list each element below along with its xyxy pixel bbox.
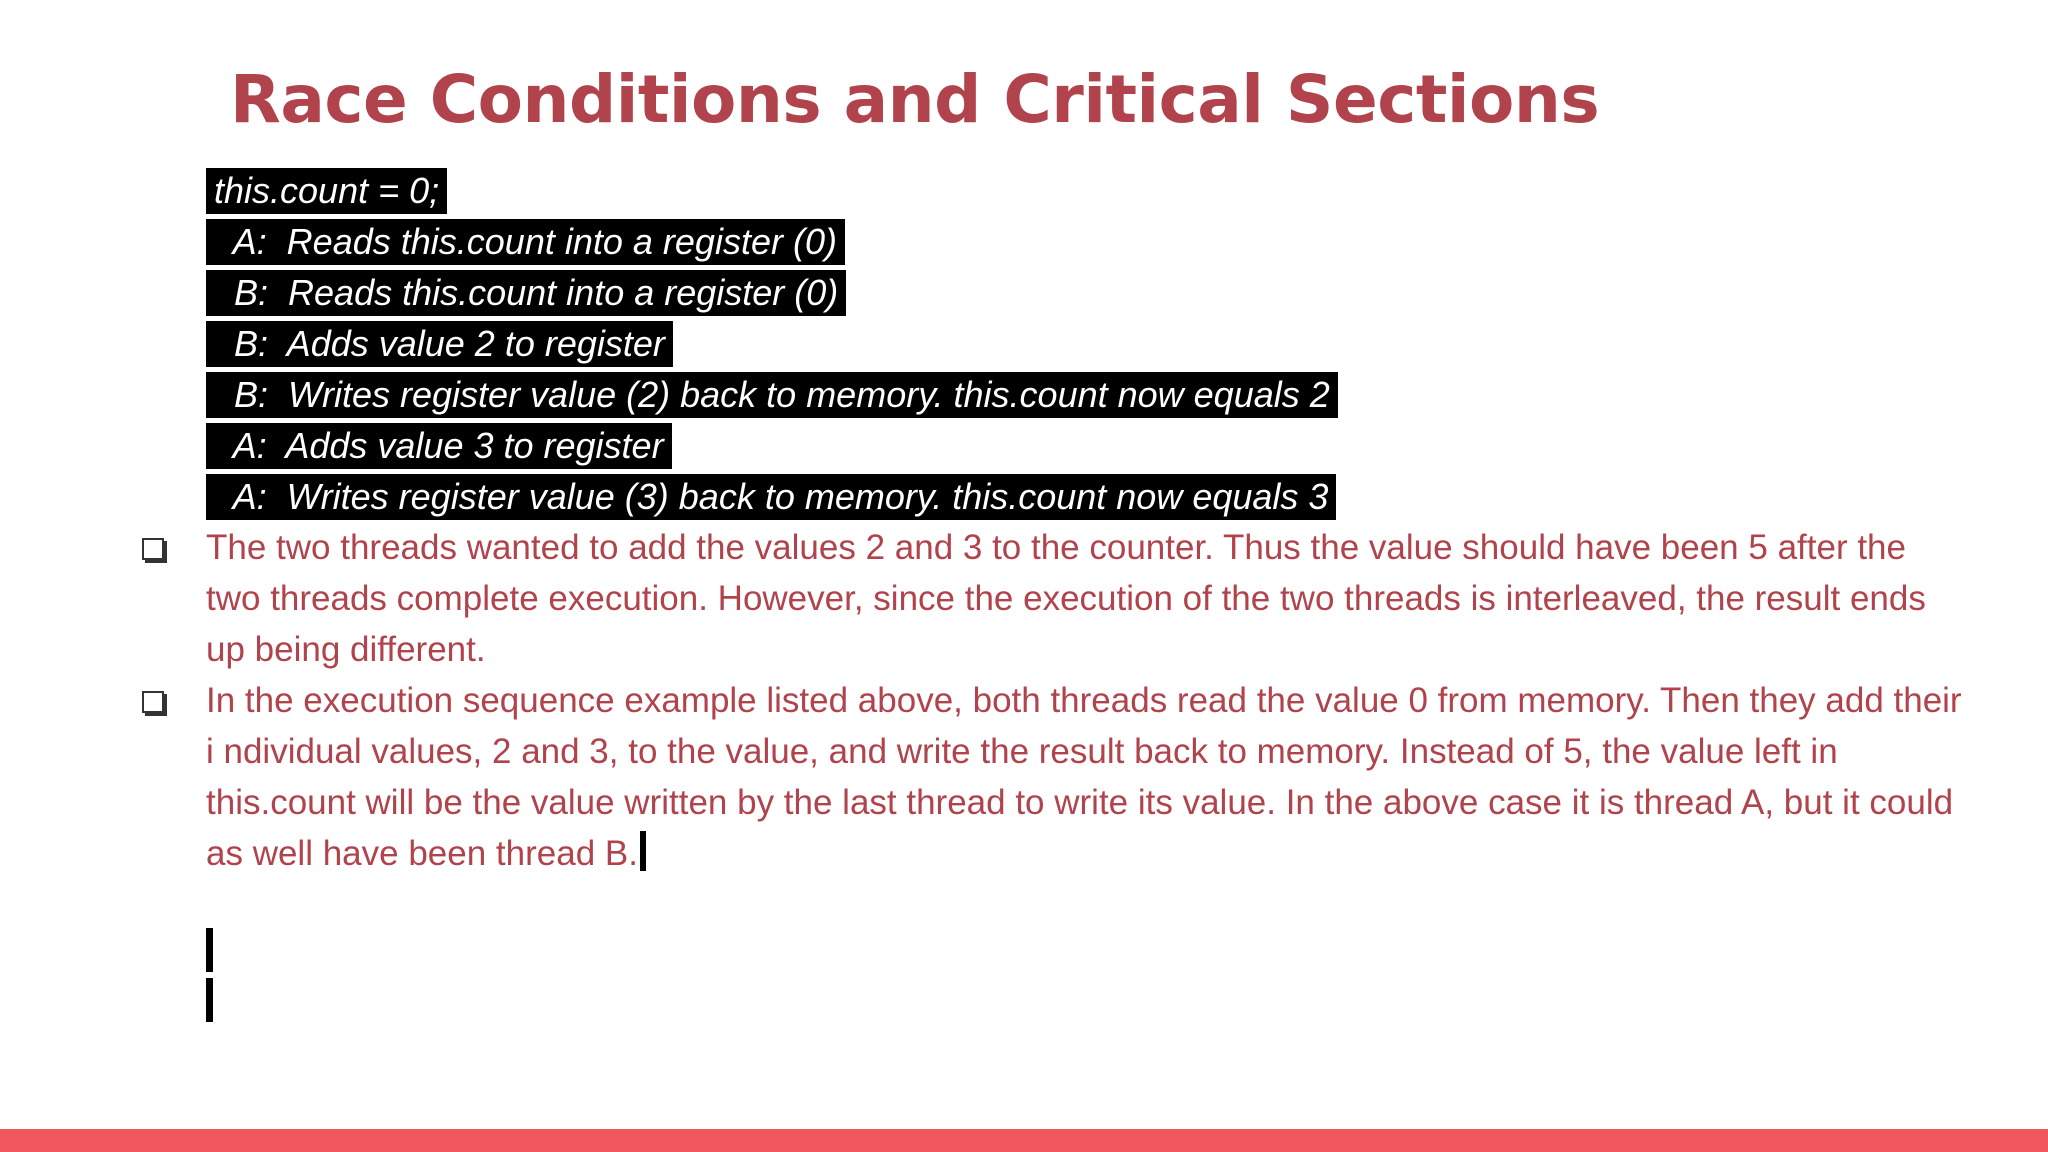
bottom-accent-bar — [0, 1129, 2048, 1152]
checkbox-square-icon — [142, 691, 164, 713]
code-line — [206, 321, 1338, 372]
code-line-text: B: Adds value 2 to register — [206, 321, 673, 367]
text-cursor — [206, 928, 213, 972]
code-line-text: A: Reads this.count into a register (0) — [206, 219, 845, 265]
code-line-text: B: Writes register value (2) back to memory. this.count now equals 2 — [206, 372, 1338, 418]
code-line — [206, 219, 1338, 270]
bullet-text: The two threads wanted to add the values 2 and 3 to the counter. Thus the value should have been 5 after the two threads complete execution. However, since the execution of the two threads is interleaved, the result ends up being different. — [206, 528, 1926, 669]
code-line — [206, 372, 1338, 423]
code-line-text: A: Writes register value (3) back to memory. this.count now equals 3 — [206, 474, 1336, 520]
code-line — [206, 270, 1338, 321]
code-line-text: B: Reads this.count into a register (0) — [206, 270, 846, 316]
code-line-text: this.count = 0; — [206, 168, 447, 214]
code-block — [206, 168, 1338, 525]
bullet-item — [138, 675, 1968, 879]
checkbox-square-icon — [142, 538, 164, 560]
code-line — [206, 474, 1338, 525]
text-caret — [640, 831, 646, 871]
code-line — [206, 168, 1338, 219]
text-cursor — [206, 978, 213, 1022]
code-line — [206, 423, 1338, 474]
slide-title: Race Conditions and Critical Sections — [230, 61, 1600, 138]
bullet-item — [138, 522, 1968, 675]
bullet-list — [138, 522, 1968, 879]
code-line-text: A: Adds value 3 to register — [206, 423, 672, 469]
bullet-text[interactable]: In the execution sequence example listed above, both threads read the value 0 from memory. Then they add their i ndividual values, 2 and 3, to the value, and write the result back to memory. Instead of 5, the value left in this.count will be the value written by the last thread to write its value. In the above case it is thread A, but it could as well have been thread B. — [206, 681, 1962, 873]
